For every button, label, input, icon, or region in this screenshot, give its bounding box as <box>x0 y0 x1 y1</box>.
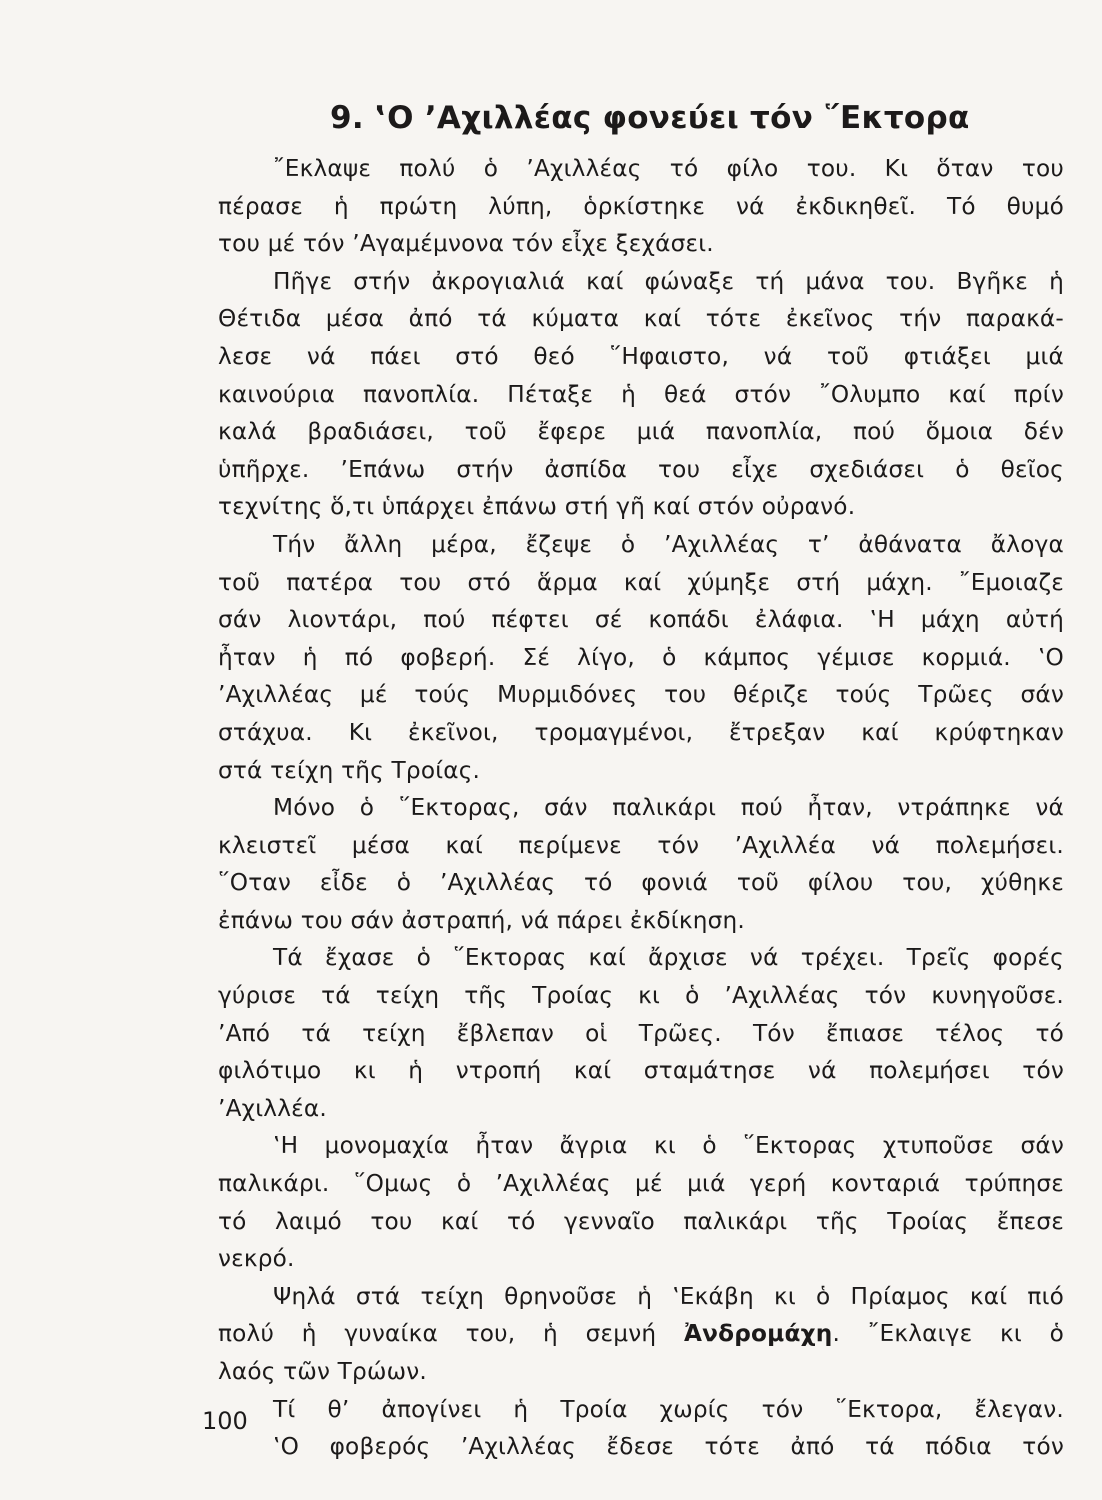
chapter-title: 9. ‛Ο ’Αχιλλέας φονεύει τόν ῞Εκτορα <box>330 100 970 136</box>
text-line: νεκρό. <box>218 1245 295 1273</box>
text-line: τοῦ πατέρα του στό ἅρμα καί χύμηξε στή μάχη. ῎Εμοιαζε <box>218 568 1064 596</box>
text-line: γύρισε τά τείχη τῆς Τροίας κι ὁ ’Αχιλλέας τόν κυνηγοῦσε. <box>218 982 1064 1010</box>
text-line: Πῆγε στήν ἀκρογιαλιά καί φώναξε τή μάνα του. Βγῆκε ἡ <box>273 267 1064 295</box>
text-line: στά τείχη τῆς Τροίας. <box>218 756 481 784</box>
text-line: πέρασε ἡ πρώτη λύπη, ὁρκίστηκε νά ἐκδικηθεῖ. Τό θυμό <box>218 192 1064 220</box>
text-line: ἐπάνω του σάν ἀστραπή, νά πάρει ἐκδίκηση. <box>218 906 745 934</box>
text-line: Τήν ἄλλη μέρα, ἔζεψε ὁ ’Αχιλλέας τ’ ἀθάνατα ἄλογα <box>273 530 1064 558</box>
text-line: καλά βραδιάσει, τοῦ ἔφερε μιά πανοπλία, πού ὅμοια δέν <box>218 418 1064 446</box>
text-line: σάν λιοντάρι, πού πέφτει σέ κοπάδι ἐλάφια. ‛Η μάχη αὐτή <box>218 606 1064 634</box>
text-line: του μέ τόν ’Αγαμέμνονα τόν εἶχε ξεχάσει. <box>218 230 714 258</box>
text-line: τό λαιμό του καί τό γενναῖο παλικάρι τῆς Τροίας ἔπεσε <box>218 1207 1064 1235</box>
text-line: Τί θ’ ἀπογίνει ἡ Τροία χωρίς τόν ῞Εκτορα, ἔλεγαν. <box>273 1395 1064 1423</box>
text-line: λεσε νά πάει στό θεό ῞Ηφαιστο, νά τοῦ φτιάξει μιά <box>218 342 1064 370</box>
text-line: φιλότιμο κι ἡ ντροπή καί σταμάτησε νά πολεμήσει τόν <box>218 1057 1064 1085</box>
body-text <box>218 150 1064 1466</box>
text-line: ὑπῆρχε. ’Επάνω στήν ἀσπίδα του εἶχε σχεδιάσει ὁ θεῖος <box>218 455 1064 483</box>
text-line-part: . ῎Εκλαιγε κι ὁ <box>832 1320 1065 1348</box>
text-line: παλικάρι. ῞Ομως ὁ ’Αχιλλέας μέ μιά γερή κονταριά τρύπησε <box>218 1170 1064 1198</box>
text-line: ’Αχιλλέα. <box>218 1094 327 1122</box>
text-line: ’Από τά τείχη ἔβλεπαν οἱ Τρῶες. Τόν ἔπιασε τέλος τό <box>218 1019 1064 1047</box>
text-line: ῎Εκλαψε πολύ ὁ ’Αχιλλέας τό φίλο του. Κι ὅταν του <box>273 155 1064 182</box>
text-line: στάχυα. Κι ἐκεῖνοι, τρομαγμένοι, ἔτρεξαν καί κρύφτηκαν <box>218 718 1064 746</box>
text-line: ’Αχιλλέας μέ τούς Μυρμιδόνες του θέριζε τούς Τρῶες σάν <box>218 681 1064 709</box>
text-line: ‛Η μονομαχία ἦταν ἄγρια κι ὁ ῞Εκτορας χτυποῦσε σάν <box>273 1132 1064 1160</box>
text-line: Ψηλά στά τείχη θρηνοῦσε ἡ ‛Εκάβη κι ὁ Πρίαμος καί πιό <box>273 1282 1064 1310</box>
text-line: Θέτιδα μέσα ἀπό τά κύματα καί τότε ἐκεῖνος τήν παρακά- <box>218 305 1064 333</box>
text-line: καινούρια πανοπλία. Πέταξε ἡ θεά στόν ῎Ολυμπο καί πρίν <box>218 380 1064 408</box>
text-line <box>218 1315 1064 1353</box>
text-line: κλειστεῖ μέσα καί περίμενε τόν ’Αχιλλέα νά πολεμήσει. <box>218 831 1064 859</box>
text-line: λαός τῶν Τρώων. <box>218 1358 427 1385</box>
text-line: τεχνίτης ὅ,τι ὑπάρχει ἐπάνω στή γῆ καί στόν οὐρανό. <box>218 493 856 521</box>
text-line: ἦταν ἡ πό φοβερή. Σέ λίγο, ὁ κάμπος γέμισε κορμιά. ‛Ο <box>218 643 1064 671</box>
text-line: Μόνο ὁ ῞Εκτορας, σάν παλικάρι πού ἦταν, ντράπηκε νά <box>273 794 1064 822</box>
emphasized-name: Ἀνδρομάχη <box>683 1320 833 1348</box>
text-line-part: πολύ ἡ γυναίκα του, ἡ σεμνή <box>218 1320 657 1348</box>
text-line: ῞Οταν εἶδε ὁ ’Αχιλλέας τό φονιά τοῦ φίλου του, χύθηκε <box>218 869 1064 897</box>
text-line: ‛Ο φοβερός ’Αχιλλέας ἔδεσε τότε ἀπό τά πόδια τόν <box>273 1433 1064 1461</box>
page-number: 100 <box>202 1407 248 1435</box>
text-line: Τά ἔχασε ὁ ῞Εκτορας καί ἄρχισε νά τρέχει. Τρεῖς φορές <box>273 944 1064 972</box>
